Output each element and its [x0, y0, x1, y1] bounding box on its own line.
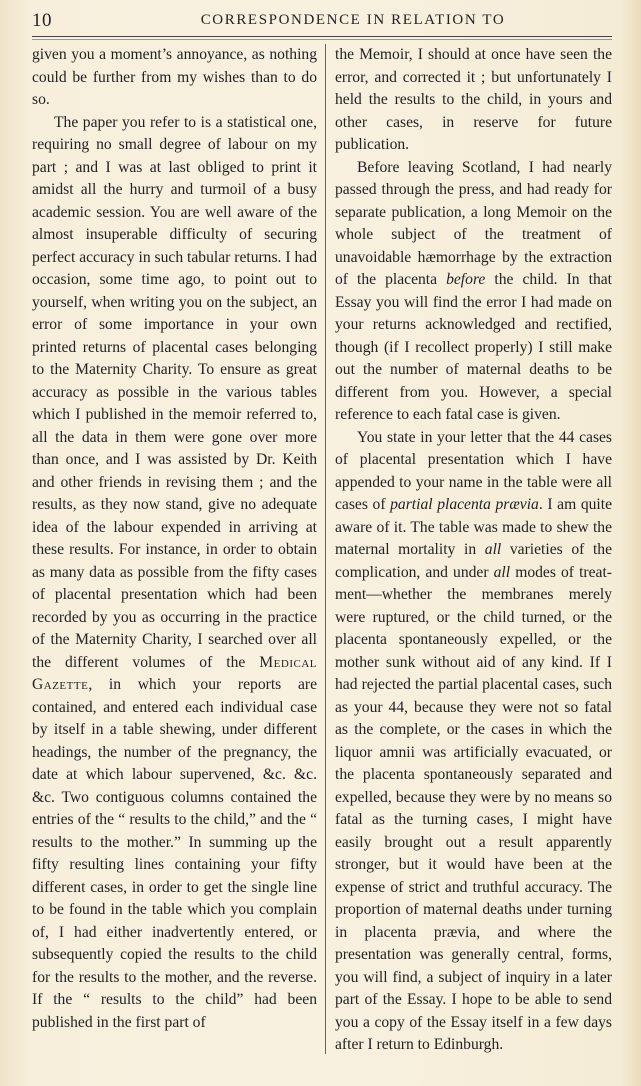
left-paragraph-2-text-a: The paper you refer to is a statistical one, requiring no small degree of labour on my part ; and I was at last obliged to print it amidst all the hurry and turmoil of a busy academic session. You are well aware of the almost insuperable difficulty of securing perfect accuracy in such tabular returns. I had occasion, some time ago, to point out to yourself, when writing you on the subject, an error of some importance in your own printed returns of placental cases belonging to the Maternity Charity. To ensure as great accuracy as possible in the various tables which I published in the memoir referred to, all the data in them were gone over more than once, and I was assisted by Dr. Keith and other friends in revising them ; and the results, as they now stand, give no adequate idea of the labour expended in arriving at these results. For instance, in order to obtain as many data as possible from the fifty cases of placental presentation which had been recorded by you as occurring in the practice of the Maternity Charity, I searched over all the different volumes of the: [32, 113, 317, 671]
right-column: [335, 44, 612, 1057]
header-rule-secondary: [32, 39, 612, 40]
right-paragraph-2-text-a: Before leaving Scotland, I had nearly passed through the press, and had ready for separate publication, a long Memoir on the whole subject of the treatment of unavoidable hæmorrhage by the extraction of the placenta: [335, 158, 612, 288]
left-paragraph-1: given you a moment’s annoyance, as nothing could be further from my wishes than to do so.: [32, 46, 317, 108]
left-paragraph-2: [32, 112, 317, 1035]
column-divider: [325, 44, 326, 1054]
page-number: 10: [32, 10, 52, 31]
medical-gazette-title: Medical Gazette: [32, 653, 317, 693]
emphasis-all-2: all: [493, 563, 511, 581]
page-header: [32, 10, 612, 34]
left-column: [32, 44, 317, 1034]
running-title: CORRESPONDENCE IN RELATION TO: [200, 12, 506, 28]
header-rule: [32, 36, 612, 37]
emphasis-partial-placenta: partial placenta prævia: [390, 496, 539, 513]
right-paragraph-3-text-d: modes of treatment—whether the membranes merely were ruptured, or the child turned, or the placenta spontaneously expelled, or the mother sunk without aid of any kind. If I had rejected the partial placental cases, such as your 44, because they were not so fatal as the complete, or the cases in which the liquor amnii was artificially evacuated, or the placenta spontaneously separated and expelled, because they were by no means so fatal as the turning cases, I might have easily brought out a result apparently stronger, but it would have been at the expense of strict and truthful accuracy. The proportion of maternal deaths under turning in placenta prævia, and where the presentation was generally central, forms, you will find, a subject of inquiry in a later part of the Essay. I hope to be able to send you a copy of the Essay itself in a few days after I return to Edinburgh.: [335, 563, 612, 1053]
right-paragraph-1: the Memoir, I should at once have seen the error, and corrected it ; but unfortunately I held the results to the child, in yours and other cases, in reserve for future publication.: [335, 46, 612, 153]
left-paragraph-2-text-b: , in which your reports are contained, and entered each individual case by itself in a table shewing, under different headings, the number of the pregnancy, the date at which labour supervened, &c. &c. &c. Two contiguous columns contained the entries of the “ results to the child,” and the “ results to the mother.” In summing up the fifty resulting lines containing your fifty different cases, in order to get the single line to be found in the table which you complain of, I had either inadvertently entered, or subsequently copied the results to the child for the results to the mother, and the reverse. If the “ results to the child” had been published in the first part of: [32, 676, 317, 1031]
emphasis-all-1: all: [484, 541, 502, 558]
right-paragraph-2: [335, 157, 612, 427]
emphasis-before: before: [446, 271, 486, 288]
right-paragraph-3-text-c: varieties of the complication, and under: [335, 541, 613, 581]
right-paragraph-3: [335, 427, 612, 1057]
right-paragraph-3-text-b: . I am quite aware of it. The table was made to shew the maternal mortality in: [335, 496, 612, 558]
right-paragraph-3-text-a: You state in your letter that the 44 cases of placental presentation which I have appended to your name in the table were all cases of: [335, 428, 612, 513]
right-paragraph-2-text-b: the child. In that Essay you will find the error I had made on your returns acknowledged and rectified, though (if I recollect properly) I still make out the number of maternal deaths to be different from you. However, a special reference to each fatal case is given.: [335, 271, 612, 423]
